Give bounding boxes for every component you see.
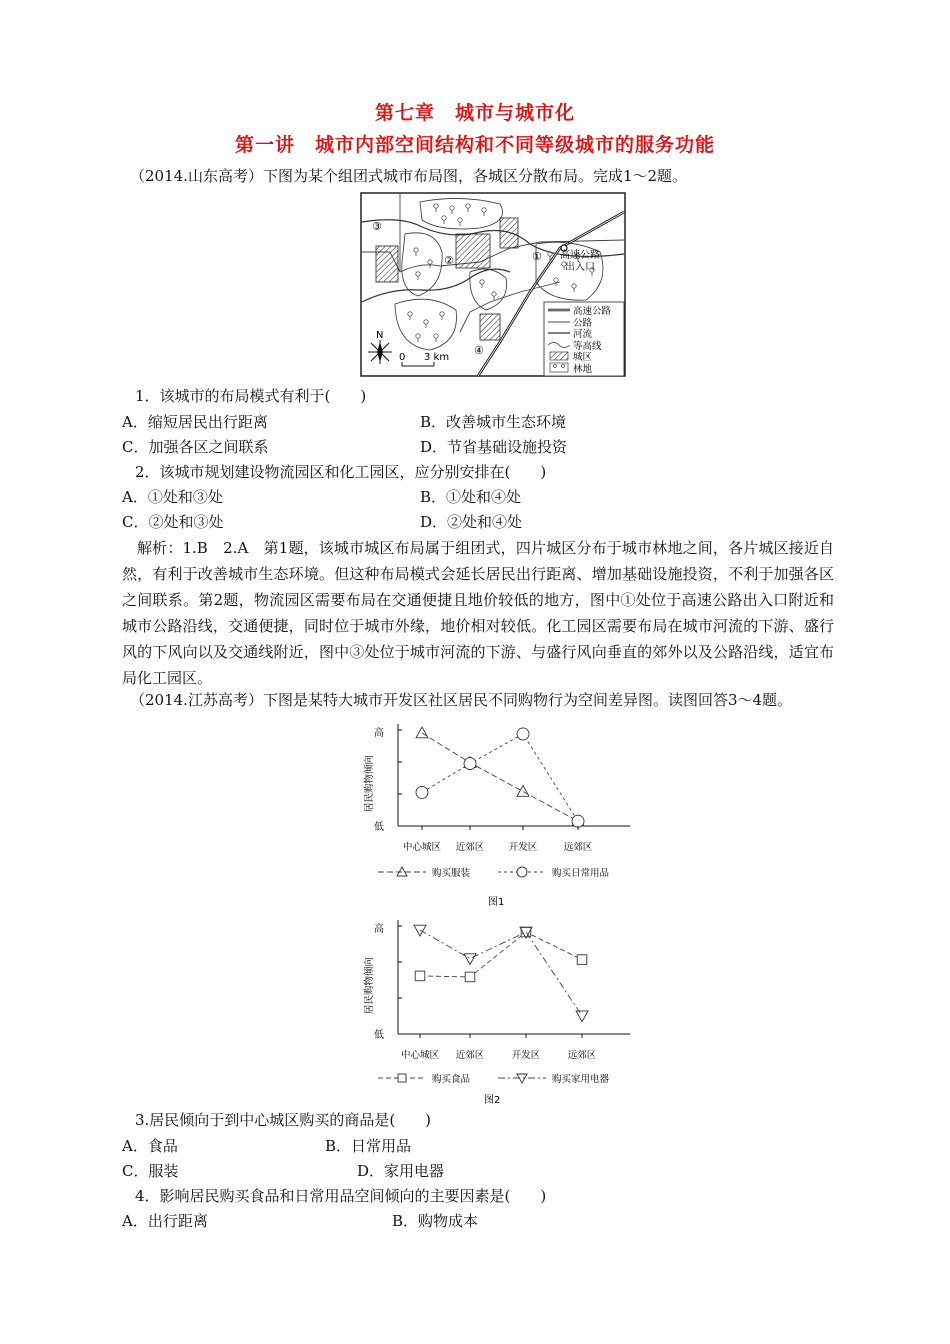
highway-exit-label-2: 出入口 (565, 262, 595, 273)
legend-label-购买食品: 购买食品 (432, 1074, 471, 1085)
lesson-title: 第一讲 城市内部空间结构和不同等级城市的服务功能 (234, 134, 715, 156)
area-label-3: ③ (372, 220, 382, 233)
q3-option-b: B．日常用品 (325, 1137, 412, 1155)
urban-area-2 (456, 234, 490, 268)
area-label-1: ① (532, 250, 542, 263)
legend-road: 公路 (573, 318, 593, 329)
q2-option-c: C．②处和③处 (122, 513, 224, 531)
legend-marker-购买服装 (397, 867, 407, 876)
north-label: N (376, 330, 384, 341)
legend-marker-购买日常用品 (517, 867, 527, 877)
legend-highway: 高速公路 (573, 306, 612, 317)
x-tick-label: 开发区 (508, 842, 538, 853)
q3-stem: 3.居民倾向于到中心城区购买的商品是( ) (135, 1111, 432, 1129)
q4-option-a: A．出行距离 (122, 1212, 208, 1230)
area-label-2: ② (444, 254, 454, 267)
section1-intro: （2014.山东高考）下图为某个组团式城市布局图，各城区分散布局。完成1～2题。 (130, 167, 688, 185)
area-label-4: ④ (474, 344, 484, 357)
data-point-购买服装-中心城区 (416, 727, 428, 738)
chart2-ytick-low: 低 (374, 1030, 384, 1041)
chart2-legend (378, 1073, 610, 1085)
analysis-paragraph: 解析：1.B 2.A 第1题，该城市城区布局属于组团式，四片城区分布于城市林地之间，各片城区接近自然，有利于改善城市生态环境。但这种布局模式会延长居民出行距离、增加基础设施投资，不利于加强各区之间联系。第2题，物流园区需要布局在交通便捷且地价较低的地方，图中①处位于高速公路出入口附近和城市公路沿线，交通便捷，同时位于城市外缘，地价相对较低。化工园区需要布局在城市河流的下游、盛行风的下风向以及交通线附近，图中③处位于城市河流的下游、与盛行风向垂直的郊外以及公路沿线，适宜布局化工园区。 (122, 539, 834, 687)
data-point-购买家用电器-远郊区 (576, 1011, 588, 1022)
data-point-购买食品-中心城区 (415, 971, 425, 981)
x-tick-label: 近郊区 (455, 1050, 485, 1061)
chart2-marks (398, 920, 630, 1034)
legend-river: 河流 (573, 329, 593, 340)
chart-figure-1 (360, 712, 640, 908)
legend-urban: 城区 (573, 352, 593, 363)
scale-km: 3 km (424, 352, 450, 363)
legend-label-购买日常用品: 购买日常用品 (552, 868, 610, 879)
q2-option-a: A．①处和③处 (122, 488, 223, 506)
q1-stem: 1．该城市的布局模式有利于( ) (135, 387, 367, 405)
data-point-购买食品-远郊区 (577, 955, 587, 965)
q3-option-c: C．服装 (122, 1162, 179, 1180)
chart1-title: 图1 (488, 897, 505, 908)
legend-marker-购买食品 (398, 1074, 406, 1082)
q2-stem: 2．该城市规划建设物流园区和化工园区，应分别安排在( ) (135, 463, 547, 481)
chart1-ylabel: 居民购物倾向 (364, 754, 375, 812)
section2-intro: （2014.江苏高考）下图是某特大城市开发区社区居民不同购物行为空间差异图。读图回答3～4题。 (130, 691, 793, 709)
data-point-购买服装-开发区 (517, 786, 529, 797)
chart1-legend (378, 867, 610, 879)
highway-exit-label-1: 高速公路 (560, 250, 600, 261)
chart2-title: 图2 (484, 1095, 501, 1106)
x-tick-label: 中心城区 (400, 1050, 440, 1061)
data-point-购买家用电器-近郊区 (464, 954, 476, 965)
x-tick-label: 远郊区 (563, 842, 593, 853)
chapter-title: 第七章 城市与城市化 (374, 102, 575, 124)
x-tick-label: 开发区 (511, 1050, 541, 1061)
chart1-ytick-high: 高 (374, 728, 384, 739)
x-tick-label: 中心城区 (402, 842, 442, 853)
legend-contour: 等高线 (573, 341, 602, 352)
urban-area-3 (376, 246, 398, 282)
q1-option-c: C．加强各区之间联系 (122, 438, 269, 456)
q2-option-d: D．②处和④处 (420, 513, 523, 531)
legend-label-购买家用电器: 购买家用电器 (552, 1074, 610, 1085)
data-point-购买家用电器-中心城区 (414, 925, 426, 936)
q3-option-a: A．食品 (122, 1137, 178, 1155)
city-layout-map (360, 192, 626, 378)
data-point-购买食品-近郊区 (465, 972, 475, 982)
series-line-购买服装 (422, 733, 578, 821)
chart1-ytick-low: 低 (374, 822, 384, 833)
data-point-购买日常用品-开发区 (517, 728, 529, 740)
q1-option-b: B．改善城市生态环境 (420, 413, 567, 431)
series-line-购买食品 (420, 932, 582, 977)
urban-area-1 (500, 218, 518, 248)
chart2-xticks (401, 1034, 597, 1061)
data-point-购买日常用品-近郊区 (464, 758, 476, 770)
q3-option-d: D．家用电器 (357, 1162, 445, 1180)
legend-forest: 林地 (573, 364, 593, 375)
x-tick-label: 远郊区 (567, 1050, 597, 1061)
data-point-购买日常用品-中心城区 (416, 786, 428, 798)
chart1-marks (398, 724, 630, 827)
chart-figure-2 (360, 910, 640, 1106)
scale-zero: 0 (399, 352, 406, 363)
q4-option-b: B．购物成本 (392, 1212, 479, 1230)
chart2-ylabel: 居民购物倾向 (364, 956, 375, 1014)
series-line-购买家用电器 (420, 930, 582, 1016)
chart1-xticks (403, 826, 593, 853)
q1-option-d: D．节省基础设施投资 (420, 438, 568, 456)
data-point-购买日常用品-远郊区 (572, 815, 584, 827)
urban-area-4 (480, 314, 500, 340)
compass-rose-icon (368, 340, 392, 364)
q2-option-b: B．①处和④处 (420, 488, 522, 506)
q1-option-a: A．缩短居民出行距离 (122, 413, 268, 431)
legend-label-购买服装: 购买服装 (432, 868, 471, 879)
q4-stem: 4．影响居民购买食品和日常用品空间倾向的主要因素是( ) (135, 1187, 547, 1205)
chart2-ytick-high: 高 (374, 924, 384, 935)
x-tick-label: 近郊区 (455, 842, 485, 853)
legend-marker-购买家用电器 (517, 1074, 527, 1083)
